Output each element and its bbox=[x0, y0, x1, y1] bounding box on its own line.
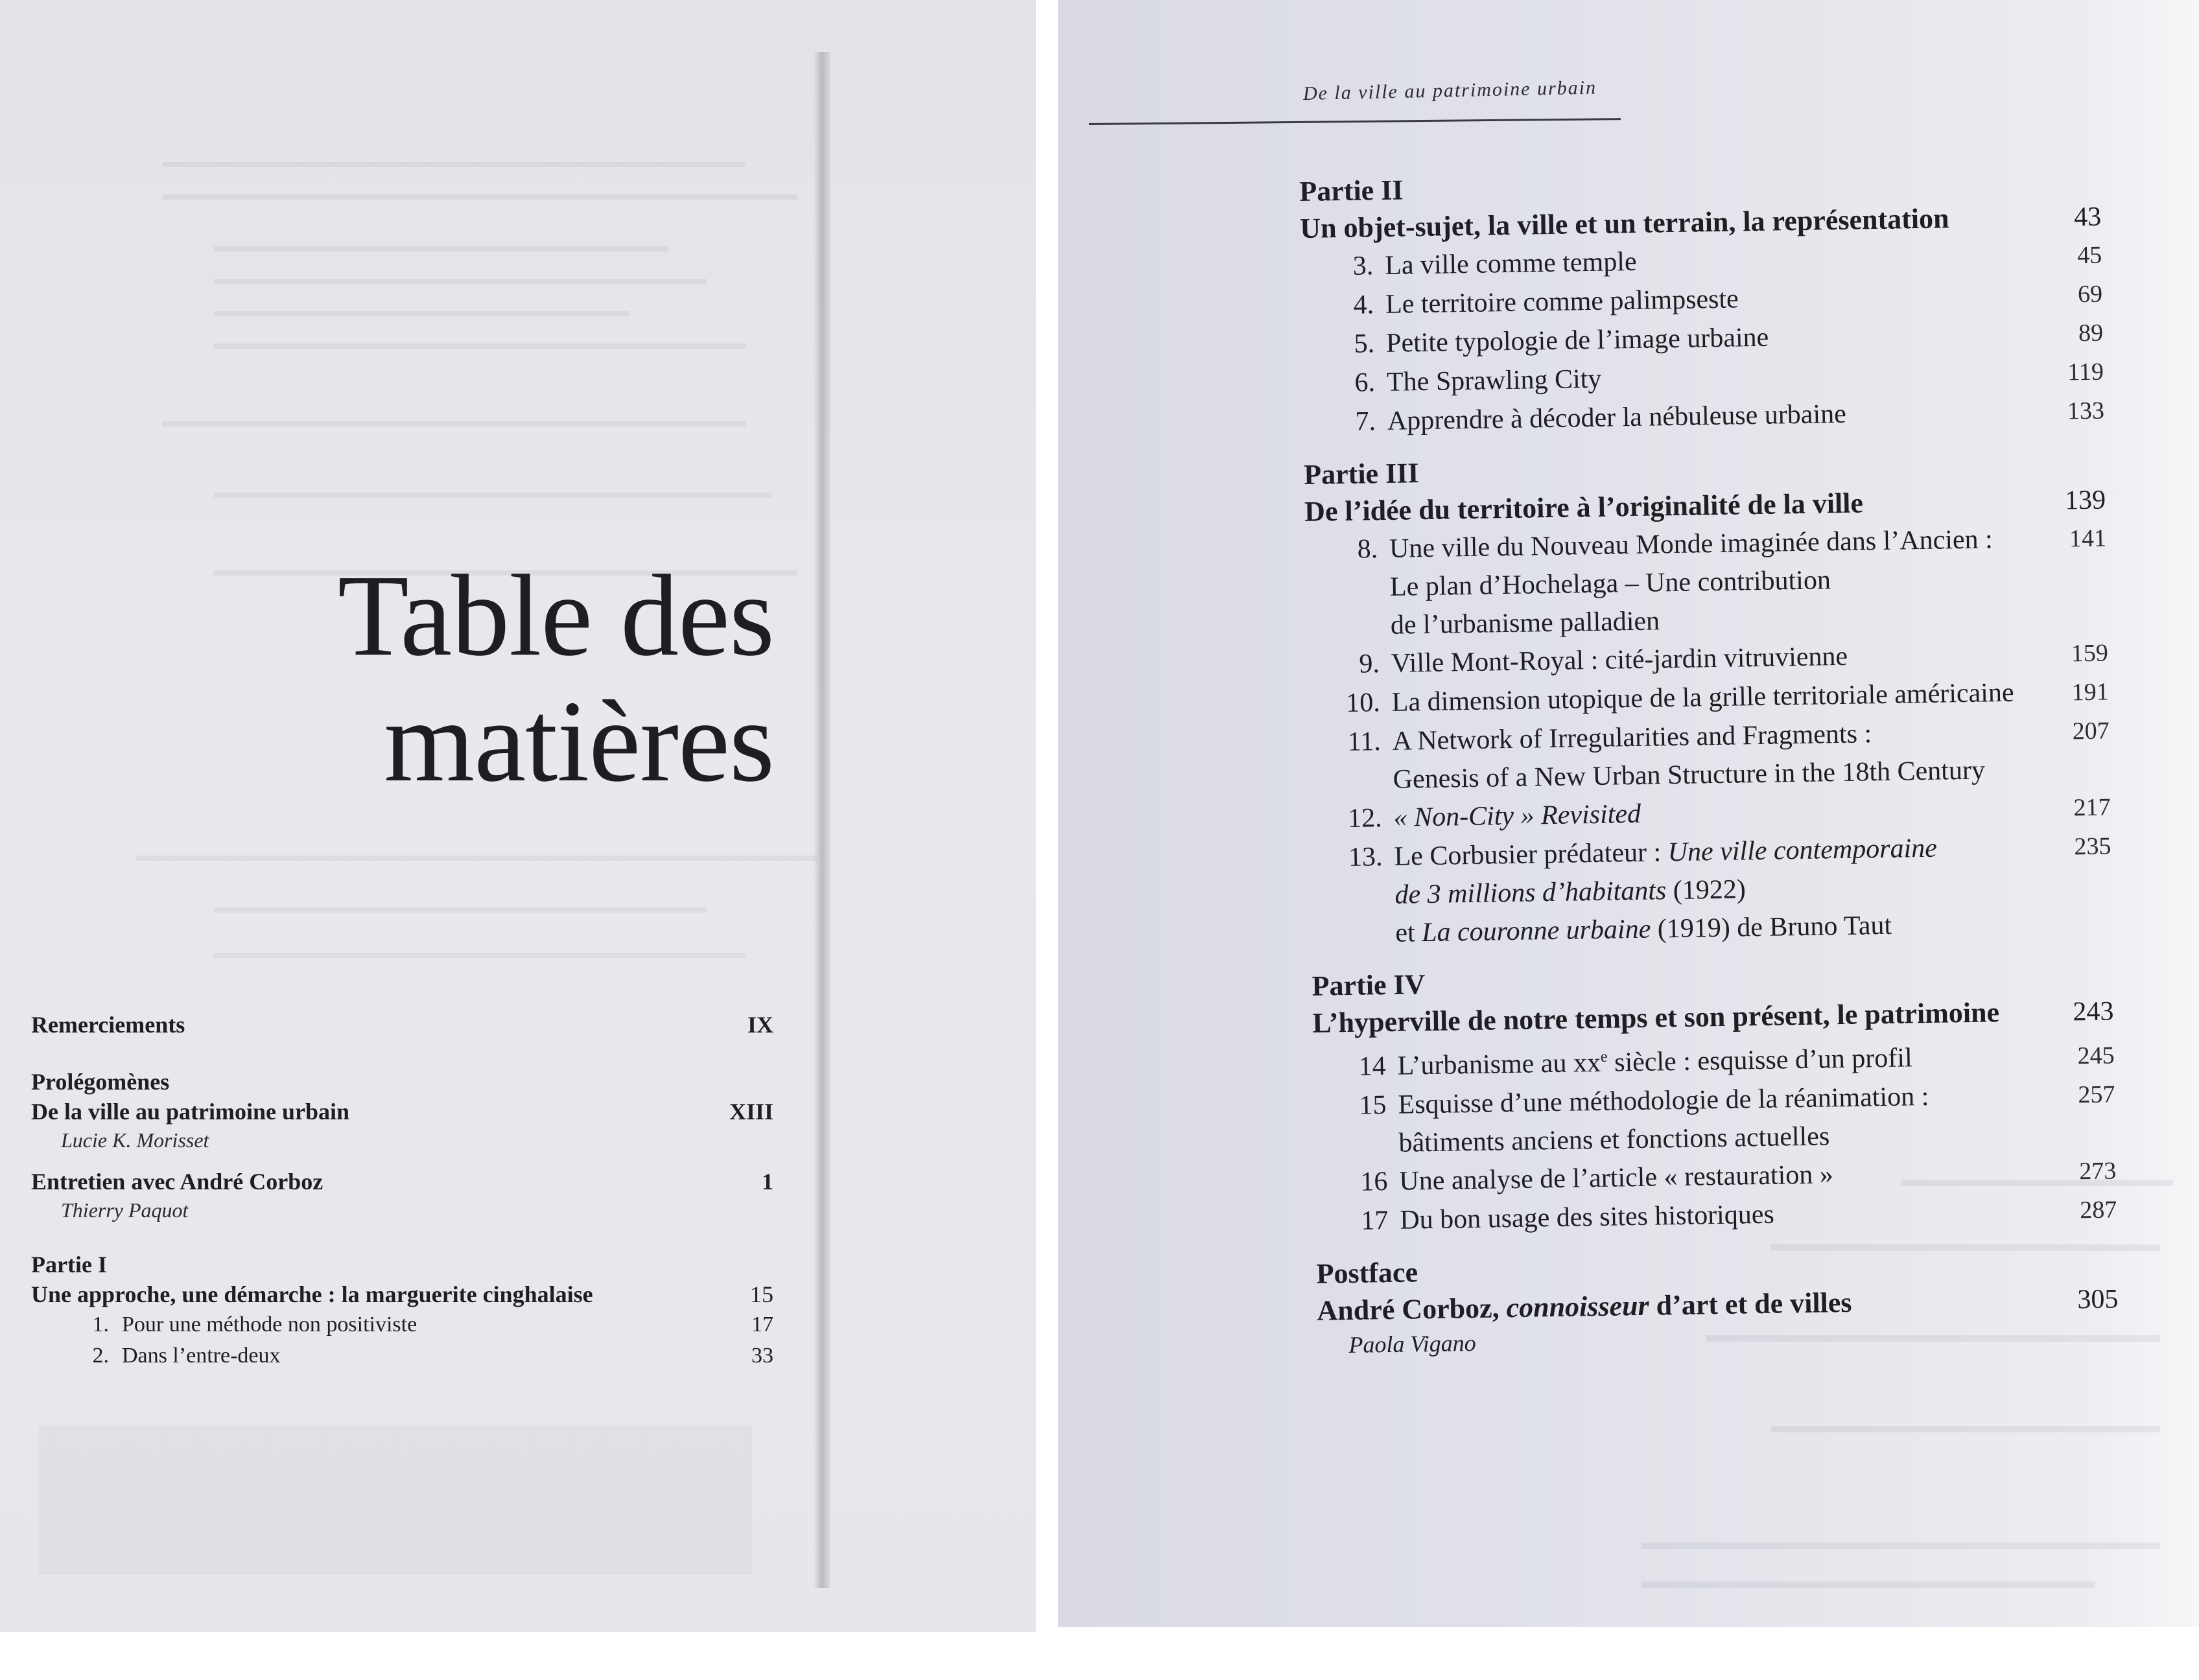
chapter-page: 217 bbox=[2073, 793, 2111, 822]
chapter-title bbox=[1392, 712, 2032, 799]
chapter-title: The Sprawling City bbox=[1386, 364, 1602, 397]
chapter-row bbox=[1310, 826, 2113, 953]
entry-label: Entretien avec André Corboz bbox=[31, 1169, 323, 1195]
title-fragment: connoisseur bbox=[1506, 1289, 1650, 1324]
chapter-title: Pour une méthode non positiviste bbox=[122, 1312, 417, 1336]
chapter-page: 245 bbox=[2077, 1042, 2115, 1070]
part-title: De l’idée du territoire à l’originalité de la ville bbox=[1304, 487, 1864, 528]
right-page bbox=[1058, 0, 2199, 1627]
entry-page: 1 bbox=[762, 1169, 773, 1195]
entry-author: Lucie K. Morisset bbox=[61, 1128, 209, 1152]
title-fragment: Le Corbusier prédateur : bbox=[1394, 837, 1669, 872]
toc-partie-2 bbox=[1299, 161, 2104, 443]
chapter-title: Une analyse de l’article « restauration » bbox=[1399, 1160, 1834, 1196]
chapter-number: 10. bbox=[1345, 688, 1381, 718]
part-page: 139 bbox=[2064, 485, 2106, 516]
chapter-title bbox=[1394, 828, 2035, 952]
toc-entry-prolegomenes bbox=[31, 1067, 773, 1154]
toc-partie-4 bbox=[1311, 955, 2117, 1241]
title-line-1: Table des bbox=[337, 551, 774, 680]
chapter-row bbox=[1313, 1075, 2116, 1163]
entry-page: IX bbox=[747, 1012, 773, 1038]
entry-label: Prolégomènes bbox=[31, 1069, 170, 1095]
part-label: Partie IV bbox=[1311, 968, 1426, 1002]
chapter-page: 191 bbox=[2071, 678, 2110, 706]
chapter-title: Petite typologie de l’image urbaine bbox=[1385, 322, 1769, 358]
chapter-page: 235 bbox=[2074, 832, 2111, 861]
title-fragment: d’art et de villes bbox=[1649, 1286, 1852, 1322]
chapter-title-line: Une ville du Nouveau Monde imaginée dans l’Ancien : bbox=[1389, 524, 1993, 564]
toc-postface bbox=[1316, 1243, 2119, 1360]
chapter-page: 133 bbox=[2067, 397, 2105, 425]
title-fragment: La couronne urbaine bbox=[1421, 914, 1651, 948]
chapter-page: 141 bbox=[2069, 524, 2107, 553]
chapter-number: 12. bbox=[1347, 803, 1382, 834]
chapter-number: 1. bbox=[92, 1312, 109, 1336]
title-fragment: (1922) bbox=[1665, 874, 1746, 906]
toc-entry-entretien bbox=[31, 1167, 773, 1224]
chapter-title: Le territoire comme palimpseste bbox=[1385, 284, 1739, 320]
chapter-page: 207 bbox=[2072, 717, 2110, 745]
part-title: Un objet-sujet, la ville et un terrain, la représentation bbox=[1299, 202, 1949, 244]
chapter-page: 287 bbox=[2079, 1196, 2117, 1224]
title-fragment: André Corboz, bbox=[1317, 1292, 1507, 1327]
chapter-title: Dans l’entre-deux bbox=[122, 1344, 281, 1368]
part-label: Partie I bbox=[31, 1252, 107, 1278]
toc-partie-3 bbox=[1304, 445, 2113, 954]
left-page bbox=[0, 0, 1036, 1632]
chapter-page: 45 bbox=[2076, 241, 2102, 270]
running-head: De la ville au patrimoine urbain bbox=[1302, 76, 1597, 104]
chapter-number: 6. bbox=[1354, 368, 1376, 398]
chapter-number: 17 bbox=[1361, 1206, 1389, 1236]
title-fragment: et bbox=[1395, 918, 1422, 948]
chapter-number: 9. bbox=[1359, 649, 1380, 679]
chapter-title-line: de l’urbanisme palladien bbox=[1390, 606, 1660, 640]
chapter-number: 2. bbox=[92, 1344, 109, 1368]
chapter-number: 4. bbox=[1353, 290, 1374, 320]
title-fragment: (1919) de Bruno Taut bbox=[1650, 910, 1892, 944]
chapter-title-line: bâtiments anciens et fonctions actuelles bbox=[1398, 1121, 1830, 1158]
chapter-number: 15 bbox=[1359, 1090, 1387, 1121]
chapter-title-line: Genesis of a New Urban Structure in the 18th Century bbox=[1393, 755, 1986, 795]
chapter-page: 273 bbox=[2078, 1157, 2117, 1185]
chapter-title bbox=[1389, 520, 2030, 644]
table-of-contents bbox=[1299, 161, 2119, 1375]
part-label: Partie II bbox=[1299, 174, 1404, 207]
chapter-number: 7. bbox=[1355, 406, 1376, 437]
chapter-page: 33 bbox=[751, 1344, 773, 1368]
chapter-row bbox=[31, 1309, 773, 1340]
chapter-title bbox=[1398, 1076, 2038, 1162]
chapter-title-line: Le plan d’Hochelaga – Une contribution bbox=[1389, 565, 1831, 602]
chapter-title: Apprendre à décoder la nébuleuse urbaine bbox=[1387, 399, 1847, 436]
chapter-row bbox=[1305, 519, 2108, 646]
toc-entry-partie-1 bbox=[31, 1250, 773, 1371]
chapter-page: 17 bbox=[751, 1312, 773, 1336]
toc-entry-remerciements bbox=[31, 1010, 773, 1040]
part-label: Partie III bbox=[1303, 457, 1419, 491]
title-fragment: de 3 millions d’habitants bbox=[1394, 876, 1667, 910]
chapter-page: 89 bbox=[2078, 319, 2104, 347]
chapter-page: 159 bbox=[2071, 639, 2109, 668]
page-title bbox=[337, 551, 774, 806]
title-superscript: e bbox=[1600, 1048, 1608, 1066]
chapter-row bbox=[1308, 711, 2110, 800]
chapter-title: La ville comme temple bbox=[1384, 246, 1637, 281]
part-page: 305 bbox=[2077, 1284, 2119, 1315]
title-fragment: L’urbanisme au xx bbox=[1397, 1047, 1601, 1081]
title-line-2: matières bbox=[384, 677, 774, 806]
chapter-title-line: A Network of Irregularities and Fragments : bbox=[1392, 719, 1872, 756]
page-gutter bbox=[1036, 0, 1058, 1680]
running-head-rule bbox=[1089, 118, 1621, 125]
part-label: Postface bbox=[1316, 1256, 1418, 1290]
chapter-number: 14 bbox=[1358, 1051, 1387, 1082]
chapter-row bbox=[31, 1340, 773, 1371]
chapter-page: 69 bbox=[2077, 280, 2103, 309]
entry-author: Thierry Paquot bbox=[61, 1198, 189, 1222]
entry-title: De la ville au patrimoine urbain bbox=[31, 1099, 350, 1125]
background-strip bbox=[0, 1632, 1036, 1680]
entry-page: XIII bbox=[729, 1099, 773, 1125]
chapter-number: 3. bbox=[1352, 251, 1374, 281]
chapter-number: 11. bbox=[1347, 727, 1382, 757]
entry-author: Paola Vigano bbox=[1348, 1329, 1476, 1359]
entry-label: Remerciements bbox=[31, 1012, 185, 1038]
chapter-number: 13. bbox=[1348, 842, 1383, 872]
title-fragment: Une ville contemporaine bbox=[1667, 833, 1938, 868]
chapter-page: 257 bbox=[2078, 1080, 2115, 1109]
chapter-title-line: Esquisse d’une méthodologie de la réanimation : bbox=[1398, 1081, 1929, 1120]
page-edge-shadow bbox=[814, 52, 830, 1588]
chapter-number: 8. bbox=[1357, 534, 1378, 565]
chapter-title: Ville Mont-Royal : cité-jardin vitruvienne bbox=[1391, 641, 1848, 679]
chapter-number: 5. bbox=[1354, 329, 1375, 359]
chapter-number: 16 bbox=[1360, 1167, 1388, 1197]
part-page: 243 bbox=[2073, 996, 2114, 1027]
part-page: 43 bbox=[2073, 202, 2102, 233]
chapter-title: Du bon usage des sites historiques bbox=[1400, 1199, 1775, 1235]
chapter-title: « Non-City » Revisited bbox=[1393, 799, 1641, 833]
chapter-title: La dimension utopique de la grille territoriale américaine bbox=[1391, 677, 2014, 718]
title-fragment: siècle : esquisse d’un profil bbox=[1607, 1043, 1913, 1078]
part-title: Une approche, une démarche : la marguerite cinghalaise bbox=[31, 1281, 593, 1307]
chapter-page: 119 bbox=[2067, 358, 2104, 386]
part-title: L’hyperville de notre temps et son présent, le patrimoine bbox=[1312, 996, 2000, 1039]
part-page: 15 bbox=[750, 1281, 773, 1307]
